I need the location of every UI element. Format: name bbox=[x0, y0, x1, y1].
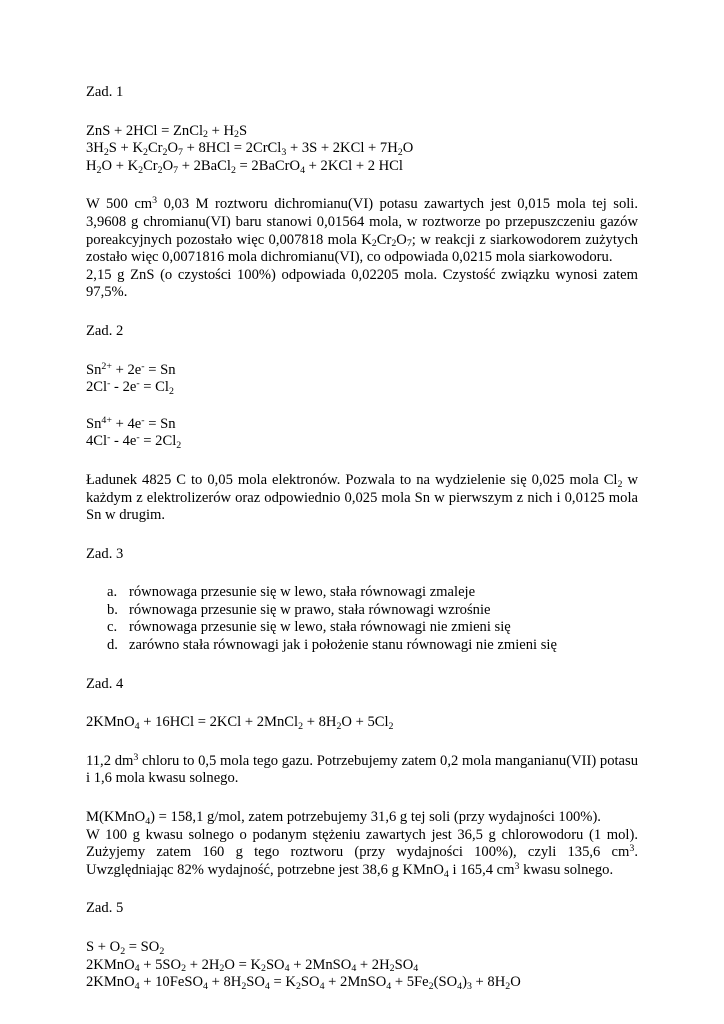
paragraph-molar-mass: M(KMnO$_4$) = 158,1 g/mol, zatem potrzebujemy 31,6 g tej soli (przy wydajności 100%). bbox=[86, 809, 601, 827]
paragraph-dichromate-calculation: W 500 $cm^3$ 0,03 M roztworu dichromianu(VI) potasu zawartych jest 0,015 mola tej soli. 3,9608 g chromianu(VI) baru stanowi 0,01564 mola, w roztworze po przepuszczeniu gazów poreakcyjnych pozostało więc 0,007818 mola $K_2Cr_2O_7$; w reakcji z siarkowodorem zużytych zostało więc 0,0071816 mola dichromianu(VI), co odpowiada 0,0215 mola siarkowodoru. bbox=[86, 195, 638, 266]
equation-sn2-reduction: $Sn^{2+} + 2e^- = Sn$ bbox=[86, 360, 176, 378]
list-item bbox=[86, 602, 638, 620]
equation-zns-hcl: ZnS + 2HCl = ZnCl$_2$ + $H_2S$ bbox=[86, 122, 248, 141]
list-item-text: równowaga przesunie się w lewo, stała równowagi zmaleje bbox=[129, 584, 476, 601]
paragraph-electrolysis-charge: Ładunek 4825 C to 0,05 mola elektronów. Pozwala to na wydzielenie się 0,025 mola $Cl_2$ w każdym z elektrolizerów oraz odpowiednio 0,025 mola Sn w pierwszym z nich i 0,0125 mola Sn w drugim. bbox=[86, 471, 638, 524]
list-item bbox=[86, 619, 638, 637]
equation-cl-oxidation-1: $2Cl^- - 2e^- = Cl_2$ bbox=[86, 378, 174, 397]
paragraph-hcl-volume: W 100 g kwasu solnego o podanym stężeniu zawartych jest 36,5 g chlorowodoru (1 mol). Zużyjemy zatem 160 g tego roztworu (przy wydajności 100%), czyli 135,6 $cm^3$. Uwzględniając 82% wydajność, potrzebne jest 38,6 g KMnO$_4$ i 165,4 $cm^3$ kwasu solnego. bbox=[86, 826, 638, 880]
section-title-zad-3: Zad. 3 bbox=[86, 545, 124, 562]
equation-kmno4-so2: 2KMnO$_4$ + $5SO_2 + 2H_2O = K_2SO_4$ + 2MnSO$_4$ + $2H_2SO_4$ bbox=[86, 956, 419, 975]
document-page bbox=[86, 84, 638, 992]
section-title-zad-4: Zad. 4 bbox=[86, 675, 124, 692]
answer-list bbox=[86, 584, 638, 654]
section-title-zad-5: Zad. 5 bbox=[86, 900, 124, 917]
equation-kmno4-feso4: 2KMnO$_4$ + 10FeSO$_4$ + $8H_2SO_4 = K_2SO_4$ + 2MnSO$_4$ + $5Fe_2(SO_4)_3 + 8H_2O$ bbox=[86, 974, 521, 992]
equation-barium-chromate: $H_2O + K_2Cr_2O_7$ + 2BaCl$_2$ = 2BaCrO$_4$ + 2KCl + 2 HCl bbox=[86, 157, 403, 176]
section-title-zad-2: Zad. 2 bbox=[86, 322, 124, 339]
list-item-label: d. bbox=[107, 637, 118, 654]
equation-sulfur-combustion: $S + O_2 = SO_2$ bbox=[86, 939, 165, 957]
section-title-zad-1: Zad. 1 bbox=[86, 84, 124, 100]
list-item-label: b. bbox=[107, 601, 118, 618]
paragraph-chlorine-moles: 11,2 $dm^3$ chloru to 0,5 mola tego gazu. Potrzebujemy zatem 0,2 mola manganianu(VII) potasu i 1,6 mola kwasu solnego. bbox=[86, 751, 639, 787]
equation-sn4-reduction: $Sn^{4+} + 4e^- = Sn$ bbox=[86, 414, 176, 432]
paragraph-zns-purity: 2,15 g ZnS (o czystości 100%) odpowiada 0,02205 mola. Czystość związku wynosi zatem 97,5%. bbox=[86, 266, 638, 301]
list-item-text: zarówno stała równowagi jak i położenie stanu równowagi nie zmieni się bbox=[129, 637, 557, 654]
equation-cl-oxidation-2: $4Cl^- - 4e^- = 2Cl_2$ bbox=[86, 432, 182, 452]
list-item bbox=[86, 637, 638, 655]
equation-kmno4-hcl: 2KMnO$_4$ + 16HCl = 2KCl + 2MnCl$_2$ + $8H_2O + 5Cl_2$ bbox=[86, 714, 394, 733]
list-item bbox=[86, 584, 638, 602]
list-item-label: a. bbox=[107, 584, 118, 601]
list-item-label: c. bbox=[107, 619, 118, 636]
list-item-text: równowaga przesunie się w prawo, stała równowagi wzrośnie bbox=[129, 601, 491, 618]
list-item-text: równowaga przesunie się w lewo, stała równowagi nie zmieni się bbox=[129, 619, 511, 636]
equation-h2s-dichromate: $3H_2S + K_2Cr_2O_7 + 8HCl$ = 2CrCl$_3$ + $3S + 2KCl + 7H_2O$ bbox=[86, 140, 414, 158]
